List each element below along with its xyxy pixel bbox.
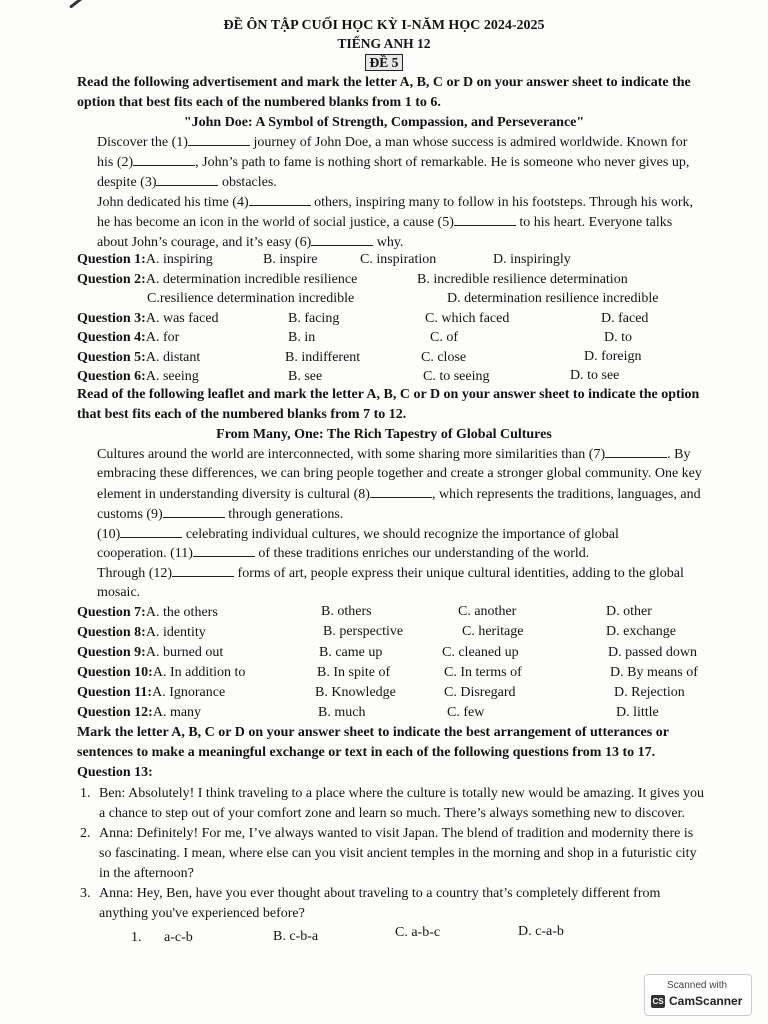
question-row: Question 1:A. inspiring [77,252,213,267]
section1-title: "John Doe: A Symbol of Strength, Compassion, and Perseverance" [183,115,585,130]
passage2-line: (10) celebrating individual cultures, we should recognize the importance of global [97,527,619,542]
list-item-line: Anna: Definitely! For me, I’ve always wanted to visit Japan. The blend of tradition and modernity there is [99,826,694,841]
option-d: D. other [606,604,652,619]
question-row: Question 12:A. many [77,705,202,720]
section1-instruction-line2: option that best fits each of the numbered blanks from 1 to 6. [77,95,441,110]
list-item-line: a chance to step out of your comfort zone and learn so much. There’s always something new to discover. [99,806,686,821]
question-row: Question 9:A. burned out [77,645,224,660]
blank-1 [188,133,250,146]
option-d: D. foreign [584,349,642,364]
option-c: C. heritage [462,624,524,639]
option-b: B. indifferent [285,350,361,365]
option-c: C. Disregard [444,685,516,700]
list-item-number: 1. [80,786,91,801]
answer-number: 1. [131,930,142,945]
passage2-line: embracing these differences, we can bring people together and create a stronger global community. One key [97,466,702,481]
section2-instruction-line1: Read of the following leaflet and mark the letter A, B, C or D on your answer sheet to indicate the option [77,387,700,402]
option-c: C. inspiration [360,252,437,267]
list-item-number: 2. [80,826,91,841]
option-b: B. incredible resilience determination [417,272,628,287]
exam-code-box: ĐỀ 5 [365,54,404,71]
passage2-line: mosaic. [97,585,141,600]
option-d: D. inspiringly [493,252,571,267]
blank-4 [249,193,311,206]
option-b: B. Knowledge [315,685,396,700]
list-item-line: Anna: Hey, Ben, have you ever thought about traveling to a country that’s completely different from [99,886,661,901]
option-b: B. facing [288,311,340,326]
blank-3 [156,173,218,186]
option-c: C. which faced [425,311,510,326]
option-b: B. In spite of [317,665,391,680]
option-c: C. In terms of [444,665,522,680]
passage1-line: despite (3) obstacles. [97,175,277,190]
section2-title: From Many, One: The Rich Tapestry of Global Cultures [216,427,552,442]
option-a: a-c-b [164,930,193,945]
question-row: Question 11:A. Ignorance [77,685,226,700]
blank-8 [370,485,432,498]
blank-6 [311,233,373,246]
blank-9 [163,505,225,518]
exam-code [0,55,768,71]
list-item-line: Ben: Absolutely! I think traveling to a place where the culture is totally new would be amazing. It gives you [99,786,704,801]
pen-mark [69,0,96,9]
option-b: B. came up [319,645,383,660]
question-row: Question 5:A. distant [77,350,201,365]
option-c: C. to seeing [423,369,490,384]
question-row: Question 2:A. determination incredible resilience [77,272,358,287]
passage1-line: John dedicated his time (4) others, inspiring many to follow in his footsteps. Through his work, [97,195,694,210]
blank-12 [172,564,234,577]
option-d: D. By means of [610,665,698,680]
passage1-line: he has become an icon in the world of social justice, a cause (5) to his heart. Everyone talks [97,215,673,230]
watermark-caption: Scanned with [667,980,728,991]
exam-subject: TIẾNG ANH 12 [337,36,431,51]
blank-10 [120,525,182,538]
section2-instruction-line2: that best fits each of the numbered blanks from 7 to 12. [77,407,407,422]
blank-5 [454,213,516,226]
section3-instruction-line1: Mark the letter A, B, C or D on your answer sheet to indicate the best arrangement of utterances or [77,725,669,740]
option-d: D. passed down [608,645,698,660]
option-b: B. perspective [323,624,404,639]
passage1-line: about John’s courage, and it’s easy (6) why. [97,235,404,250]
passage1-line: his (2) , John’s path to fame is nothing short of remarkable. He is someone who never gives up, [97,155,690,170]
list-item-line: in the afternoon? [99,866,194,881]
option-c: C.resilience determination incredible [147,291,355,306]
option-d: D. to [604,330,632,345]
question-13-label: Question 13: [77,765,153,780]
passage1-line: Discover the (1) journey of John Doe, a man whose success is admired worldwide. Known for [97,135,688,150]
option-b: B. much [318,705,366,720]
option-b: B. c-b-a [273,929,319,944]
question-row: Question 8:A. identity [77,625,206,640]
option-d: D. faced [601,311,649,326]
option-d: D. little [616,705,659,720]
option-c: C. cleaned up [442,645,519,660]
camscanner-logo-icon: CS [652,997,664,1006]
option-b: B. in [288,330,316,345]
option-d: D. determination resilience incredible [447,291,659,306]
section3-instruction-line2: sentences to make a meaningful exchange or text in each of the following questions from 13 to 17. [77,745,656,760]
option-d: D. exchange [606,624,676,639]
blank-7 [605,445,667,458]
passage2-line: cooperation. (11) of these traditions enriches our understanding of the world. [97,546,590,561]
option-c: C. few [447,705,485,720]
exam-title: ĐỀ ÔN TẬP CUỐI HỌC KỲ I-NĂM HỌC 2024-2025 [223,18,545,33]
question-row: Question 4:A. for [77,330,180,345]
option-c: C. another [458,604,517,619]
option-d: D. Rejection [614,685,685,700]
watermark-brand: CamScanner [669,994,743,1008]
question-row: Question 7:A. the others [77,605,218,620]
option-b: B. others [321,604,372,619]
question-row: Question 6:A. seeing [77,369,199,384]
list-item-line: anything you've experienced before? [99,906,305,921]
option-b: B. see [288,369,323,384]
option-d: D. c-a-b [518,924,564,939]
option-c: C. of [430,330,458,345]
list-item-number: 3. [80,886,91,901]
blank-2 [133,153,195,166]
passage2-line: Cultures around the world are interconnected, with some sharing more similarities than (7) . By [97,447,691,462]
passage2-line: Through (12) forms of art, people express their unique cultural identities, adding to the global [97,566,684,581]
option-b: B. inspire [263,252,318,267]
passage2-line: element in understanding diversity is cultural (8) , which represents the traditions, languages, and [97,487,701,502]
option-c: C. close [421,350,467,365]
camscanner-watermark [644,974,752,1016]
section1-instruction-line1: Read the following advertisement and mark the letter A, B, C or D on your answer sheet to indicate the [77,75,691,90]
option-c: C. a-b-c [395,925,441,940]
blank-11 [193,544,255,557]
passage2-line: customs (9) through generations. [97,507,344,522]
question-row: Question 3:A. was faced [77,311,219,326]
list-item-line: so fascinating. I mean, where else can you visit ancient temples in the morning and shop in a futuristic city [99,846,697,861]
question-row: Question 10:A. In addition to [77,665,246,680]
option-d: D. to see [570,368,620,383]
